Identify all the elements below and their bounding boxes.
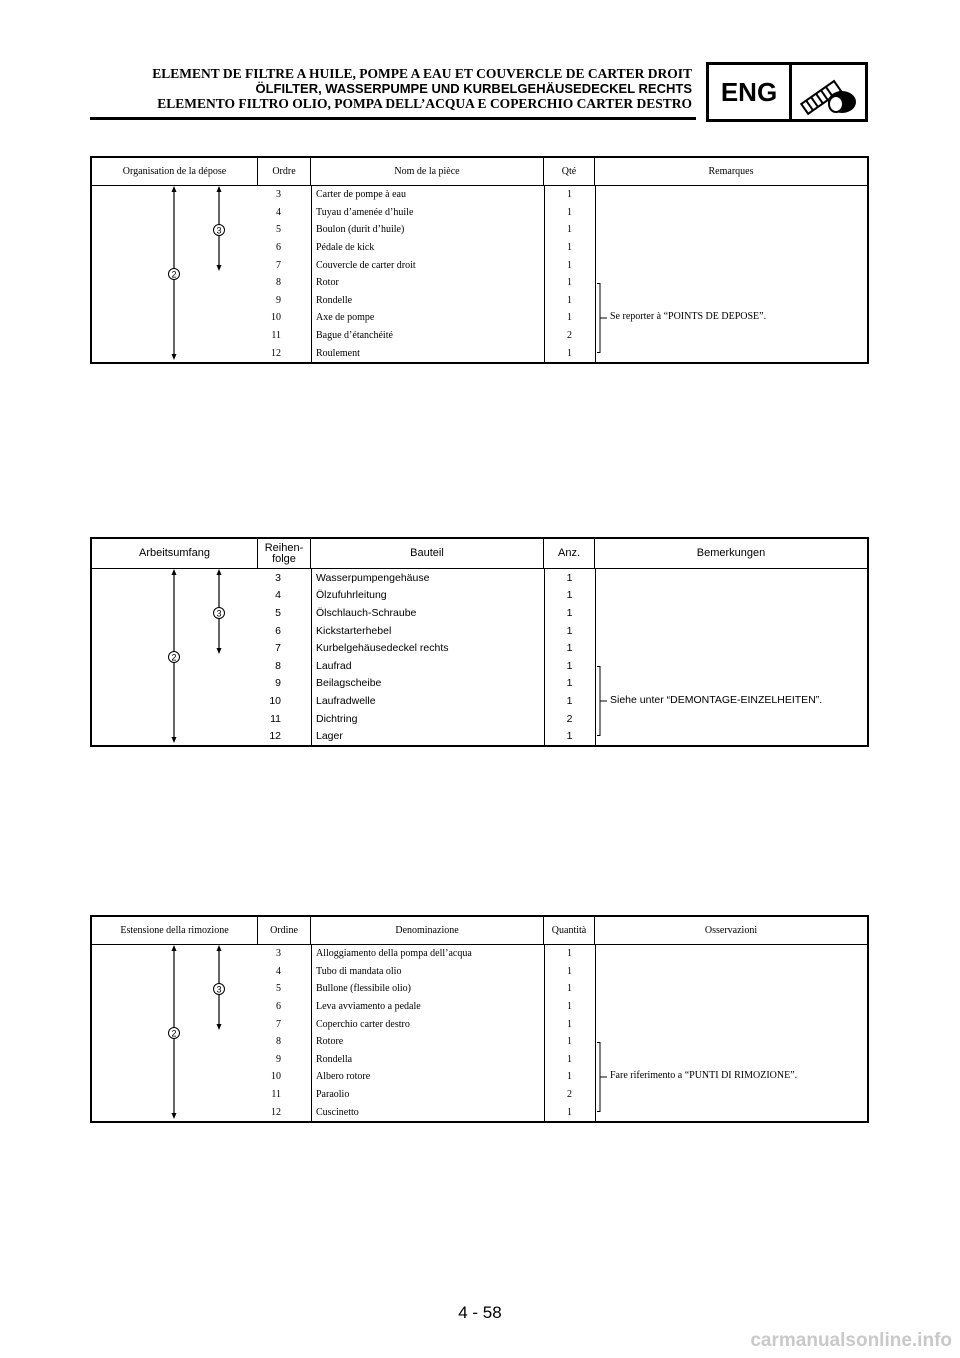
table-header	[92, 158, 867, 186]
header-part: Nom de la pièce	[311, 158, 544, 185]
table-row: 9 Rondelle 1	[276, 294, 572, 306]
marker-2: 2	[171, 1028, 177, 1039]
table-row: 12 Lager 1	[269, 730, 573, 743]
table-row: 7 Coperchio carter destro 1	[276, 1018, 572, 1030]
table-row: 8 Laufrad 1	[275, 659, 573, 672]
table-row: 3 Carter de pompe à eau 1	[276, 189, 572, 201]
table-row: 11 Paraolio 2	[271, 1089, 572, 1101]
table-row: 3 Wasserpumpengehäuse 1	[275, 571, 573, 584]
remark-text: Se reporter à “POINTS DE DEPOSE”.	[610, 311, 767, 322]
header-part: Denominazione	[311, 917, 544, 944]
header-part: Bauteil	[311, 539, 544, 568]
table-row: 4 Tubo di mandata olio 1	[276, 965, 572, 977]
title-german: ÖLFILTER, WASSERPUMPE UND KURBELGEHÄUSEDECKEL RECHTS	[255, 81, 692, 96]
header-order: Ordine	[258, 917, 311, 944]
header-rule	[90, 117, 696, 120]
section-badge	[706, 62, 868, 122]
table-row: 9 Beilagscheibe 1	[275, 677, 573, 690]
header-scope: Organisation de la dépose	[92, 158, 258, 185]
page-number: 4 - 58	[458, 1303, 502, 1322]
removal-table-german	[90, 537, 869, 747]
marker-3: 3	[216, 608, 222, 619]
marker-3: 3	[216, 225, 222, 236]
table-row: 12 Roulement 1	[271, 347, 572, 359]
header-qty: Anz.	[544, 539, 595, 568]
watermark: carmanualsonline.info	[750, 1330, 952, 1351]
table-row: 4 Ölzufuhrleitung 1	[275, 589, 573, 602]
remark-text: Siehe unter “DEMONTAGE-EINZELHEITEN”.	[610, 694, 823, 706]
table-body	[92, 945, 867, 1121]
table-row: 9 Rondella 1	[276, 1053, 572, 1065]
removal-table-french	[90, 156, 869, 364]
table-row: 4 Tuyau d’amenée d’huile 1	[276, 206, 572, 218]
header-scope: Arbeitsumfang	[92, 539, 258, 568]
header-order: Reihen- folge	[258, 539, 311, 568]
remark-bracket	[597, 283, 867, 353]
header-remarks: Osservazioni	[704, 925, 758, 936]
header-scope: Estensione della rimozione	[92, 917, 258, 944]
wrench-engine-icon	[792, 65, 865, 119]
table-row: 11 Bague d’étanchéité 2	[271, 330, 572, 342]
table-row: 5 Bullone (flessibile olio) 1	[276, 983, 572, 995]
title-italian: ELEMENTO FILTRO OLIO, POMPA DELL’ACQUA E COPERCHIO CARTER DESTRO	[157, 96, 692, 111]
table-row: 3 Alloggiamento della pompa dell’acqua 1	[276, 948, 572, 960]
badge-label: ENG	[709, 65, 792, 119]
table-row: 6 Kickstarterhebel 1	[275, 624, 573, 637]
table-row: 5 Boulon (durit d’huile) 1	[276, 224, 572, 236]
table-row: 7 Kurbelgehäusedeckel rechts 1	[275, 642, 573, 655]
table-header	[92, 917, 867, 945]
header-remarks: Bemerkungen	[696, 547, 766, 559]
table-row: 8 Rotore 1	[276, 1036, 572, 1048]
table-row: 11 Dichtring 2	[270, 712, 573, 725]
table-header	[92, 539, 867, 569]
page-header	[152, 66, 692, 111]
table-row: 8 Rotor 1	[276, 277, 572, 289]
marker-2: 2	[171, 269, 177, 280]
table-row: 7 Couvercle de carter droit 1	[276, 259, 572, 271]
remark-bracket	[597, 666, 867, 736]
table-row: 10 Laufradwelle 1	[269, 694, 573, 707]
header-order: Ordre	[258, 158, 311, 185]
table-row: 6 Leva avviamento a pedale 1	[276, 1001, 572, 1013]
header-qty: Qté	[544, 158, 595, 185]
table-row: 5 Ölschlauch-Schraube 1	[275, 606, 573, 619]
table-row: 10 Axe de pompe 1	[271, 312, 572, 324]
remark-bracket	[597, 1042, 867, 1112]
removal-table-italian	[90, 915, 869, 1123]
table-row: 6 Pédale de kick 1	[276, 242, 572, 254]
title-french: ELEMENT DE FILTRE A HUILE, POMPE A EAU ET COUVERCLE DE CARTER DROIT	[152, 66, 692, 81]
table-row: 10 Albero rotore 1	[271, 1071, 572, 1083]
remark-text: Fare riferimento a “PUNTI DI RIMOZIONE”.	[610, 1070, 798, 1081]
table-body	[92, 569, 867, 745]
marker-3: 3	[216, 984, 222, 995]
header-remarks: Remarques	[708, 166, 754, 177]
marker-2: 2	[171, 652, 177, 663]
header-qty: Quantità	[544, 917, 595, 944]
table-body	[92, 186, 867, 362]
table-row: 12 Cuscinetto 1	[271, 1106, 572, 1118]
